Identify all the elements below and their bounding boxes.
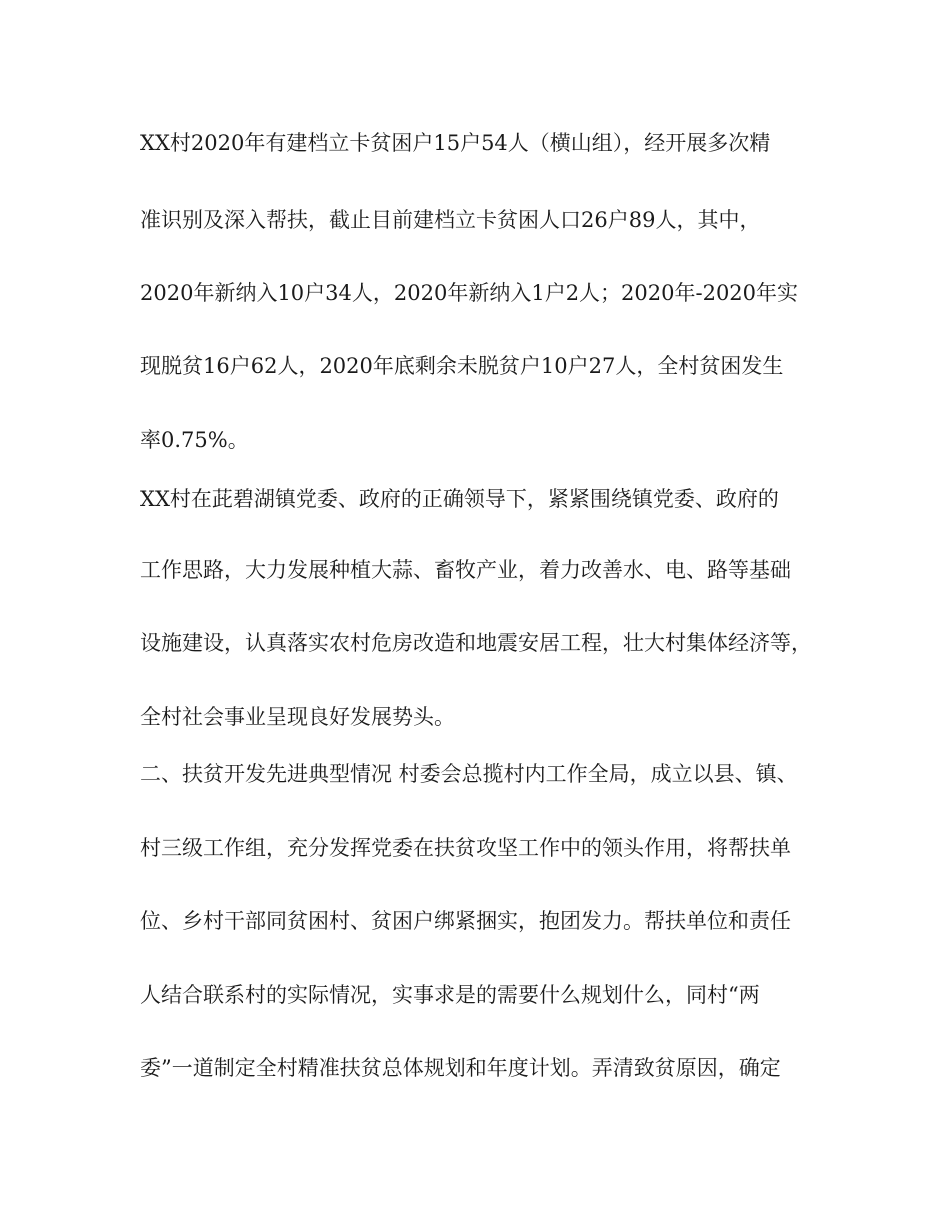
text-line: 设施建设，认真落实农村危房改造和地震安居工程，壮大村集体经济等， <box>140 631 812 655</box>
text-line: 人结合联系村的实际情况，实事求是的需要什么规划什么，同村“两 <box>140 983 760 1007</box>
text-line: 委”一道制定全村精准扶贫总体规划和年度计划。弄清致贫原因，确定 <box>140 1056 781 1080</box>
text-line: 全村社会事业呈现良好发展势头。 <box>140 705 455 729</box>
text-line: 村三级工作组，充分发挥党委在扶贫攻坚工作中的领头作用，将帮扶单 <box>140 836 791 860</box>
text-line: 二、扶贫开发先进典型情况 村委会总揽村内工作全局，成立以县、镇、 <box>140 762 798 786</box>
text-line: 准识别及深入帮扶，截止目前建档立卡贫困人口26户89人，其中， <box>140 208 761 232</box>
text-line: 2020年新纳入10户34人，2020年新纳入1户2人；2020年-2020年实 <box>140 281 799 305</box>
text-line: XX村在茈碧湖镇党委、政府的正确领导下，紧紧围绕镇党委、政府的 <box>140 487 779 511</box>
text-line: 现脱贫16户62人，2020年底剩余未脱贫户10户27人，全村贫困发生 <box>140 354 784 378</box>
text-line: 位、乡村干部同贫困村、贫困户绑紧捆实，抱团发力。帮扶单位和责任 <box>140 909 791 933</box>
text-line: 率0.75%。 <box>140 428 249 452</box>
text-line: 工作思路，大力发展种植大蒜、畜牧产业，着力改善水、电、路等基础 <box>140 558 791 582</box>
text-line: XX村2020年有建档立卡贫困户15户54人（横山组），经开展多次精 <box>140 131 771 155</box>
